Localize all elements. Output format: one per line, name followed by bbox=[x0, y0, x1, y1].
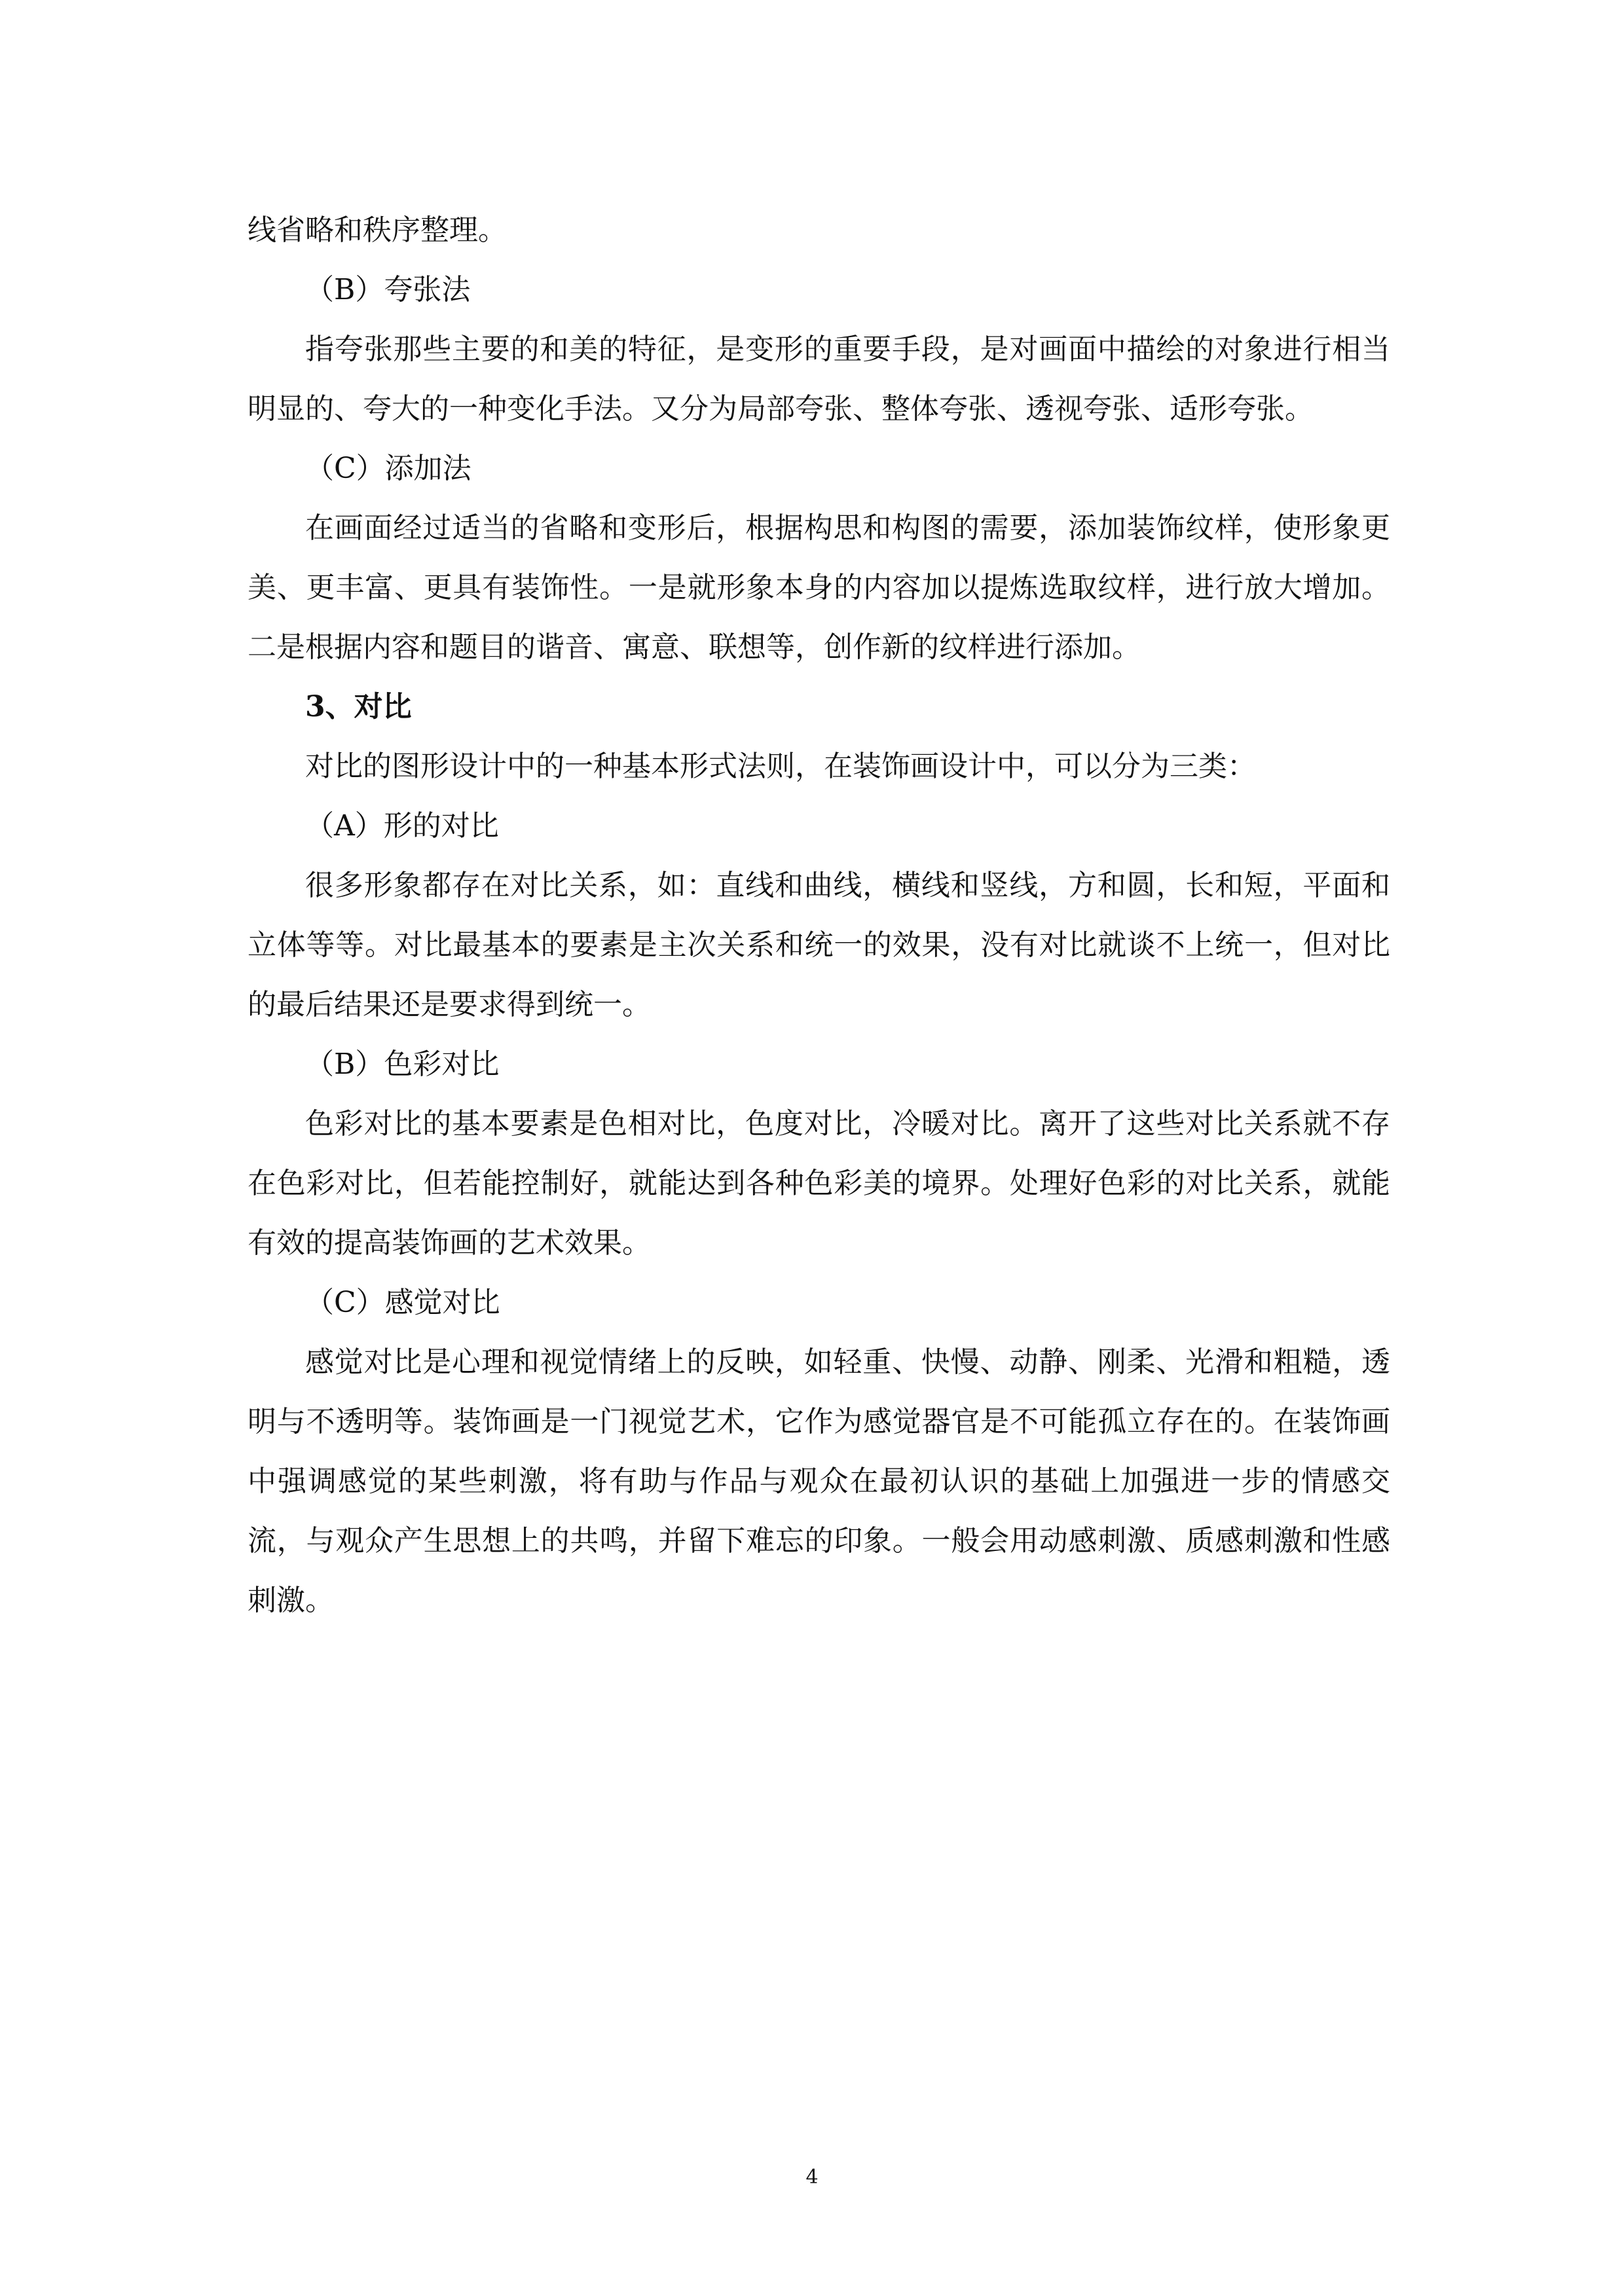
paragraph-sensory-contrast: 感觉对比是心理和视觉情绪上的反映，如轻重、快慢、动静、刚柔、光滑和粗糙，透明与不透明等。装饰画是一门视觉艺术，它作为感觉器官是不可能孤立存在的。在装饰画中强调感觉的某些刺激，将有助与作品与观众在最初认识的基础上加强进一步的情感交流，与观众产生思想上的共鸣，并留下难忘的印象。一般会用动感刺激、质感刺激和性感刺激。 bbox=[248, 1345, 1390, 1617]
body-text bbox=[248, 200, 1390, 1630]
paragraph-continuation: 线省略和秩序整理。 bbox=[248, 213, 507, 247]
paragraph-contrast-intro: 对比的图形设计中的一种基本形式法则，在装饰画设计中，可以分为三类： bbox=[305, 750, 1256, 783]
subheading-shape-contrast: （A）形的对比 bbox=[305, 809, 499, 843]
section-heading-contrast: 3、对比 bbox=[305, 690, 412, 723]
paragraph-exaggeration: 指夸张那些主要的和美的特征，是变形的重要手段，是对画面中描绘的对象进行相当明显的、夸大的一种变化手法。又分为局部夸张、整体夸张、透视夸张、适形夸张。 bbox=[248, 333, 1390, 426]
subheading-color-contrast: （B）色彩对比 bbox=[305, 1048, 500, 1081]
paragraph-addition: 在画面经过适当的省略和变形后，根据构思和构图的需要，添加装饰纹样，使形象更美、更丰富、更具有装饰性。一是就形象本身的内容加以提炼选取纹样，进行放大增加。二是根据内容和题目的谐音、寓意、联想等，创作新的纹样进行添加。 bbox=[248, 511, 1390, 664]
subheading-exaggeration: （B）夸张法 bbox=[305, 273, 471, 306]
subheading-sensory-contrast: （C）感觉对比 bbox=[305, 1286, 500, 1319]
paragraph-color-contrast: 色彩对比的基本要素是色相对比，色度对比，冷暖对比。离开了这些对比关系就不存在色彩对比，但若能控制好，就能达到各种色彩美的境界。处理好色彩的对比关系，就能有效的提高装饰画的艺术效果。 bbox=[248, 1107, 1390, 1260]
paragraph-shape-contrast: 很多形象都存在对比关系，如：直线和曲线，横线和竖线，方和圆，长和短，平面和立体等等。对比最基本的要素是主次关系和统一的效果，没有对比就谈不上统一，但对比的最后结果还是要求得到统一。 bbox=[248, 869, 1390, 1021]
subheading-addition: （C）添加法 bbox=[305, 452, 471, 485]
page-number: 4 bbox=[805, 2166, 819, 2189]
